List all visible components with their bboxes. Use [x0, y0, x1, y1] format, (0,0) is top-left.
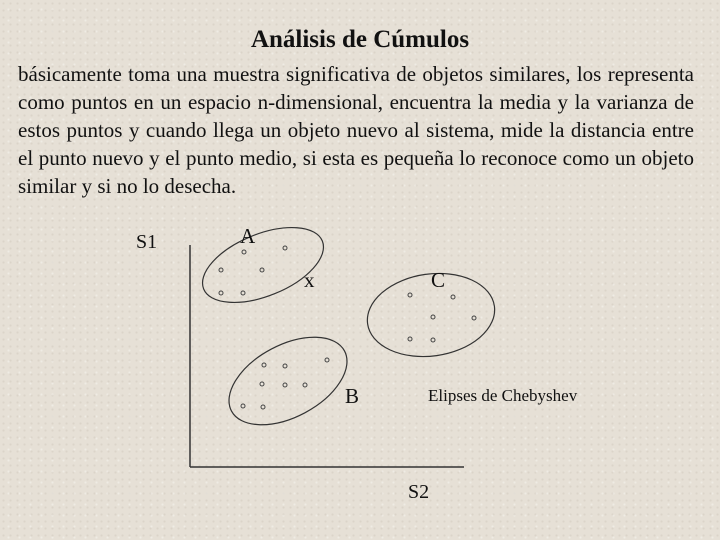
- cluster-a-label: A: [240, 224, 256, 248]
- cluster-a: [192, 212, 334, 317]
- cluster-c: [362, 265, 500, 364]
- cluster-b-point: [283, 364, 287, 368]
- cluster-b-point: [262, 363, 266, 367]
- new-point-label: x: [304, 268, 315, 292]
- cluster-a-point: [219, 291, 223, 295]
- description-paragraph: básicamente toma una muestra significativa de objetos similares, los representa como puntos en un espacio n-dimensional, encuentra la media y la varianza de estos puntos y cuando llega un objeto nuevo al sistema, mide la distancia entre el punto nuevo y el punto medio, si esta es pequeña lo reconoce como un objeto similar y si no lo desecha.: [18, 62, 694, 198]
- cluster-c-point: [408, 293, 412, 297]
- ellipses-caption: Elipses de Chebyshev: [428, 386, 578, 405]
- axis-y-label: S1: [136, 231, 158, 253]
- cluster-a-point: [242, 250, 246, 254]
- cluster-b-point: [260, 382, 264, 386]
- cluster-a-point: [241, 291, 245, 295]
- cluster-a-point: [260, 268, 264, 272]
- cluster-c-point: [408, 337, 412, 341]
- cluster-b: [215, 319, 362, 443]
- cluster-a-point: [283, 246, 287, 250]
- page-title: Análisis de Cúmulos: [250, 26, 470, 53]
- cluster-a-point: [219, 268, 223, 272]
- cluster-a-ellipse: [192, 212, 334, 317]
- cluster-c-point: [431, 315, 435, 319]
- cluster-b-point: [241, 404, 245, 408]
- cluster-c-label: C: [431, 268, 446, 292]
- cluster-b-label: B: [345, 384, 360, 408]
- cluster-c-point: [451, 295, 455, 299]
- cluster-b-point: [261, 405, 265, 409]
- cluster-b-ellipse: [215, 319, 362, 443]
- cluster-c-point: [431, 338, 435, 342]
- axis-x-label: S2: [408, 481, 430, 503]
- cluster-b-point: [303, 383, 307, 387]
- cluster-b-point: [325, 358, 329, 362]
- cluster-b-point: [283, 383, 287, 387]
- cluster-c-point: [472, 316, 476, 320]
